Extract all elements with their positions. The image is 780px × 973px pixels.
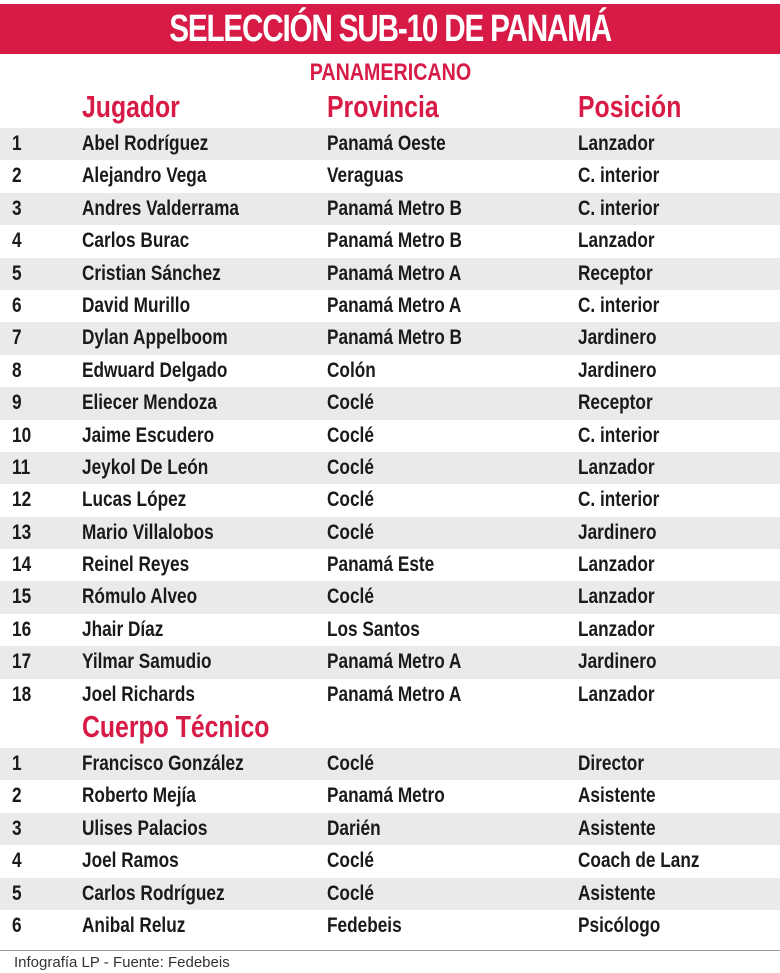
row-number: 14: [12, 553, 32, 577]
column-header-province: Provincia: [327, 89, 439, 124]
table-row: [0, 452, 780, 484]
row-number: 13: [12, 520, 32, 544]
row-number: 16: [12, 617, 32, 641]
row-number: 8: [12, 358, 22, 382]
subtitle-text: PANAMERICANO: [309, 59, 471, 86]
subtitle: [0, 58, 780, 88]
row-name: Reinel Reyes: [82, 553, 190, 577]
row-province: Panamá Metro: [327, 784, 445, 808]
table-row: [0, 160, 780, 192]
row-number: 3: [12, 816, 22, 840]
row-position: Receptor: [578, 391, 653, 415]
table-row: [0, 845, 780, 877]
row-position: Lanzador: [578, 229, 655, 253]
table-row: [0, 813, 780, 845]
table-row: [0, 355, 780, 387]
row-province: Panamá Este: [327, 553, 435, 577]
table-row: [0, 517, 780, 549]
row-position: Asistente: [578, 784, 656, 808]
row-name: Roberto Mejía: [82, 784, 196, 808]
row-province: Panamá Metro B: [327, 326, 462, 350]
row-number: 12: [12, 488, 32, 512]
table-row: [0, 322, 780, 354]
row-number: 2: [12, 164, 22, 188]
row-name: Jhair Díaz: [82, 617, 164, 641]
row-province: Coclé: [327, 488, 374, 512]
row-province: Fedebeis: [327, 913, 402, 937]
staff-table: [0, 748, 780, 942]
row-number: 11: [12, 455, 31, 479]
row-number: 7: [12, 326, 22, 350]
row-position: Lanzador: [578, 455, 655, 479]
table-row: [0, 549, 780, 581]
row-province: Panamá Metro B: [327, 229, 462, 253]
row-province: Darién: [327, 816, 381, 840]
row-number: 10: [12, 423, 32, 447]
row-name: Eliecer Mendoza: [82, 391, 217, 415]
row-province: Panamá Oeste: [327, 132, 446, 155]
row-position: Lanzador: [578, 585, 655, 609]
table-row: [0, 193, 780, 225]
row-number: 17: [12, 650, 32, 674]
row-province: Coclé: [327, 423, 374, 447]
row-number: 3: [12, 196, 22, 220]
row-number: 18: [12, 682, 32, 706]
row-province: Panamá Metro A: [327, 293, 462, 317]
row-number: 4: [12, 229, 22, 253]
row-name: Rómulo Alveo: [82, 585, 198, 609]
table-row: [0, 290, 780, 322]
row-name: Carlos Rodríguez: [82, 881, 225, 905]
table-row: [0, 910, 780, 942]
staff-section-title: Cuerpo Técnico: [82, 709, 270, 744]
row-province: Coclé: [327, 881, 374, 905]
row-province: Coclé: [327, 585, 374, 609]
row-number: 2: [12, 784, 22, 808]
row-name: Carlos Burac: [82, 229, 190, 253]
table-row: [0, 878, 780, 910]
row-number: 1: [12, 752, 22, 775]
row-position: Psicólogo: [578, 913, 661, 937]
column-header-player: Jugador: [82, 89, 180, 124]
row-position: Receptor: [578, 261, 653, 285]
row-name: Jeykol De León: [82, 455, 209, 479]
row-number: 1: [12, 132, 22, 155]
row-position: Jardinero: [578, 520, 657, 544]
row-number: 6: [12, 293, 22, 317]
row-province: Coclé: [327, 849, 374, 873]
table-row: [0, 679, 780, 711]
row-position: Lanzador: [578, 132, 655, 155]
footer-credit: Infografía LP - Fuente: Fedebeis: [14, 954, 230, 971]
page-title: SELECCIÓN SUB-10 DE PANAMÁ: [169, 7, 611, 50]
row-number: 6: [12, 913, 22, 937]
row-province: Coclé: [327, 391, 374, 415]
row-province: Panamá Metro A: [327, 261, 462, 285]
row-position: C. interior: [578, 196, 660, 220]
footer-divider: [0, 950, 780, 951]
row-name: Andres Valderrama: [82, 196, 239, 220]
row-province: Coclé: [327, 520, 374, 544]
row-number: 9: [12, 391, 22, 415]
row-province: Veraguas: [327, 164, 404, 188]
table-row: [0, 258, 780, 290]
players-table: [0, 128, 780, 711]
row-position: Coach de Lanz: [578, 849, 700, 873]
row-province: Coclé: [327, 455, 374, 479]
row-position: Jardinero: [578, 358, 657, 382]
table-row: [0, 748, 780, 780]
row-name: Joel Ramos: [82, 849, 179, 873]
table-row: [0, 225, 780, 257]
row-position: C. interior: [578, 293, 660, 317]
table-row: [0, 420, 780, 452]
table-row: [0, 581, 780, 613]
row-number: 5: [12, 261, 22, 285]
row-position: Lanzador: [578, 617, 655, 641]
row-province: Panamá Metro A: [327, 650, 462, 674]
row-name: Yilmar Samudio: [82, 650, 212, 674]
table-row: [0, 484, 780, 516]
row-name: Joel Richards: [82, 682, 195, 706]
row-name: Cristian Sánchez: [82, 261, 221, 285]
row-number: 5: [12, 881, 22, 905]
table-row: [0, 780, 780, 812]
row-position: Asistente: [578, 816, 656, 840]
row-province: Coclé: [327, 752, 374, 775]
row-name: Dylan Appelboom: [82, 326, 228, 350]
row-name: Lucas López: [82, 488, 187, 512]
row-number: 4: [12, 849, 22, 873]
row-position: Lanzador: [578, 682, 655, 706]
row-name: Edwuard Delgado: [82, 358, 228, 382]
row-name: Mario Villalobos: [82, 520, 214, 544]
row-position: Jardinero: [578, 650, 657, 674]
row-position: Lanzador: [578, 553, 655, 577]
table-row: [0, 128, 780, 160]
row-province: Panamá Metro A: [327, 682, 462, 706]
row-province: Los Santos: [327, 617, 420, 641]
row-position: Jardinero: [578, 326, 657, 350]
row-position: Director: [578, 752, 645, 775]
row-name: Abel Rodríguez: [82, 132, 209, 155]
table-row: [0, 387, 780, 419]
row-province: Colón: [327, 358, 376, 382]
row-province: Panamá Metro B: [327, 196, 462, 220]
row-name: Francisco González: [82, 752, 244, 775]
table-row: [0, 646, 780, 678]
column-header-position: Posición: [578, 89, 682, 124]
table-row: [0, 614, 780, 646]
title-banner: [0, 4, 780, 54]
row-position: C. interior: [578, 164, 660, 188]
row-name: Alejandro Vega: [82, 164, 207, 188]
row-name: Ulises Palacios: [82, 816, 208, 840]
row-name: David Murillo: [82, 293, 191, 317]
row-number: 15: [12, 585, 32, 609]
row-name: Anibal Reluz: [82, 913, 186, 937]
row-name: Jaime Escudero: [82, 423, 215, 447]
row-position: Asistente: [578, 881, 656, 905]
row-position: C. interior: [578, 423, 660, 447]
row-position: C. interior: [578, 488, 660, 512]
